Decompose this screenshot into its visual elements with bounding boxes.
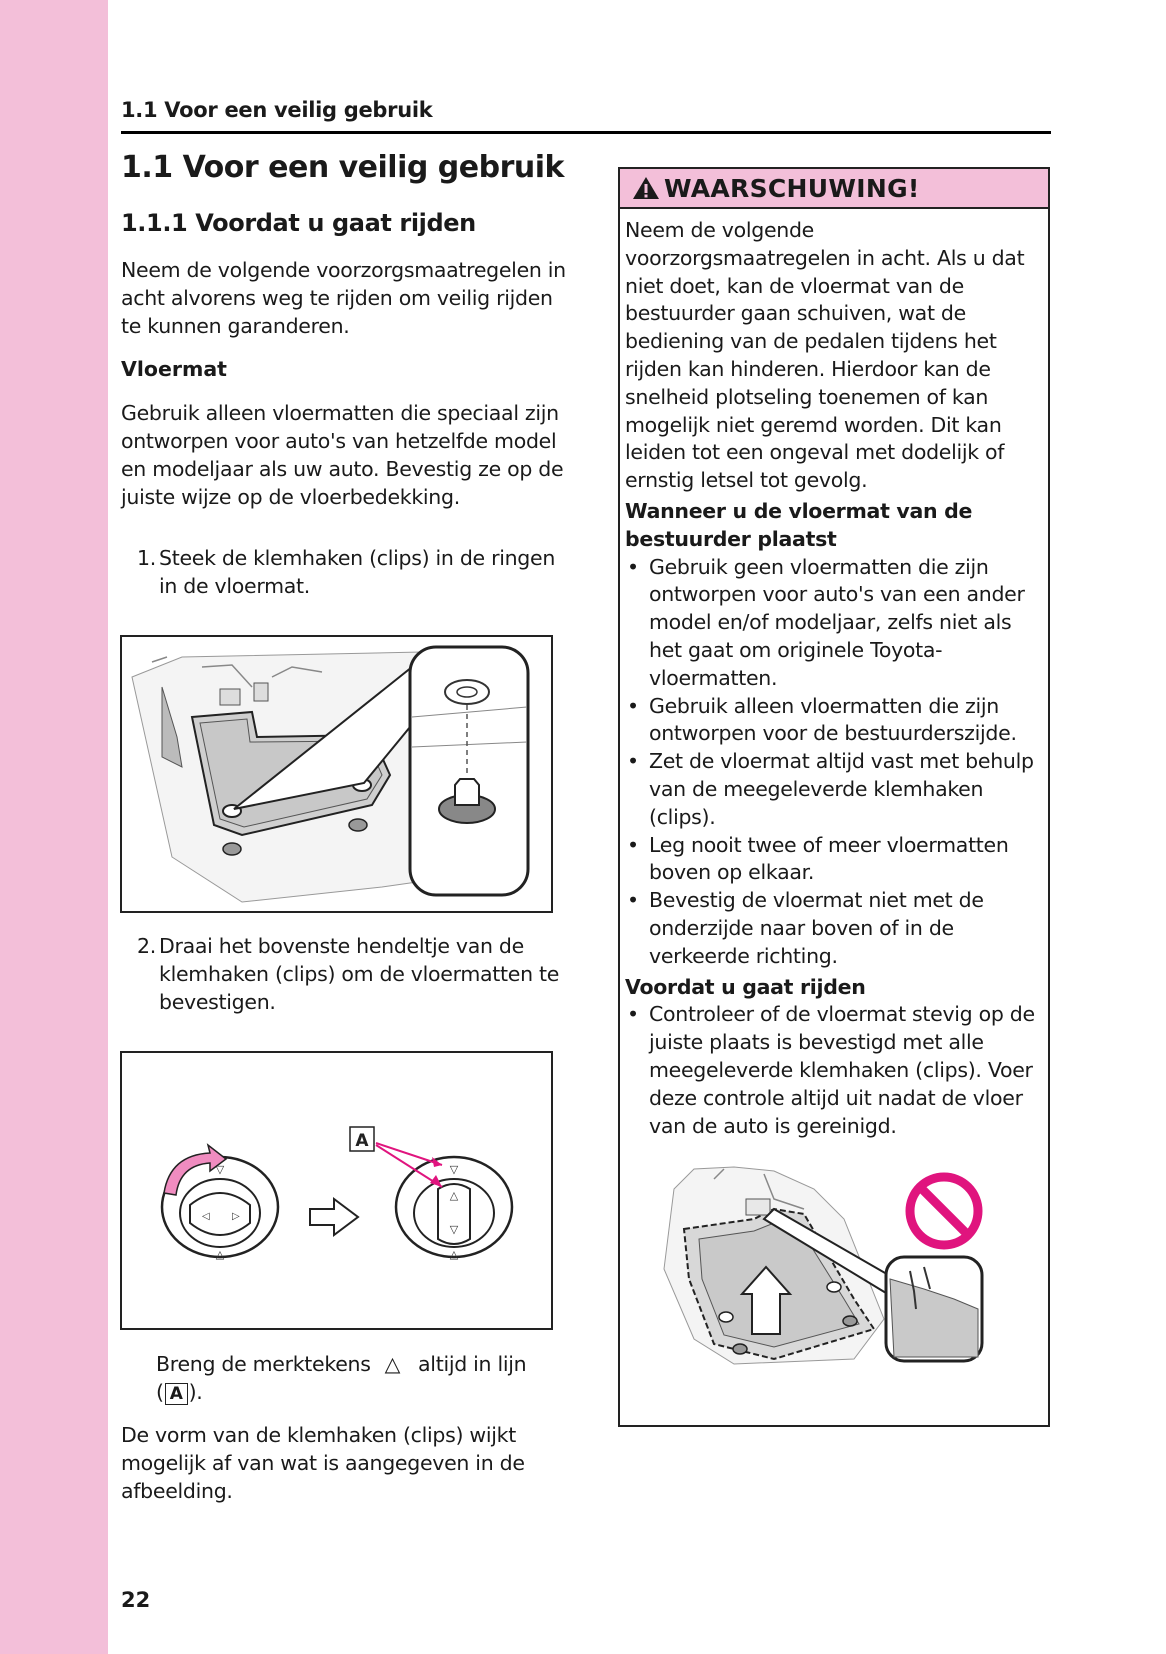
clip-rotate-illustration [122,1053,551,1328]
step-text: Steek de klemhaken (clips) in de ringen in de vloermat. [159,546,556,598]
warning-list-before-driving [625,1001,1042,1140]
vloermat-heading: Vloermat [121,357,227,381]
incorrect-mat-illustration [654,1159,1004,1374]
warning-header [620,169,1048,209]
intro-paragraph: Neem de volgende voorzorgsmaatregelen in acht alvorens weg te rijden om veilig rijden te kunnen garanderen. [121,258,566,338]
warning-list-placement [625,554,1042,971]
list-item: • Leg nooit twee of meer vloermatten boven op elkaar. [627,832,1009,885]
svg-text:◁: ◁ [202,1211,210,1222]
alignment-note-after: altijd in lijn [418,1352,527,1376]
warning-box [618,167,1050,1427]
section-title: 1.1 Voor een veilig gebruik [121,150,564,185]
running-header: 1.1 Voor een veilig gebruik [121,98,433,122]
warning-subheading-before-driving: Voordat u gaat rijden [625,974,866,999]
step-number: 2. [137,934,156,958]
alignment-note [156,1350,576,1406]
subsection-title: 1.1.1 Voordat u gaat rijden [121,209,476,237]
step-number: 1. [137,546,156,570]
figure-label-a: A [355,1131,369,1151]
step-2 [121,932,571,1016]
warning-title: WAARSCHUWING! [664,173,920,203]
alignment-note-open: ( [156,1380,164,1404]
page-margin-bar [0,0,108,1654]
svg-text:▽: ▽ [215,1163,225,1176]
step-text: Draai het bovenste hendeltje van de klemhaken (clips) om de vloermatten te bevestigen. [159,934,560,1014]
shape-note: De vorm van de klemhaken (clips) wijkt mogelijk af van wat is aangegeven in de afbeelding. [121,1423,525,1503]
svg-text:▷: ▷ [232,1211,240,1222]
page-number: 22 [121,1588,151,1612]
alignment-note-close: ). [188,1380,203,1404]
list-item: • Bevestig de vloermat niet met de onderzijde naar boven of in de verkeerde richting. [627,888,984,968]
step-1 [121,544,571,600]
floor-mat-clip-illustration [122,637,551,911]
clip-insertion-figure [120,635,553,913]
svg-text:△: △ [449,1248,459,1261]
svg-text:▽: ▽ [449,1223,459,1236]
warning-triangle-icon [632,176,660,200]
list-item: • Gebruik alleen vloermatten die zijn ontworpen voor de bestuurderszijde. [627,693,1017,746]
list-item: • Gebruik geen vloermatten die zijn ontworpen voor auto's van een ander model en/of modeljaar, zelfs niet als het gaat om originele Toyota-vloermatten. [627,554,1025,690]
svg-text:△: △ [215,1248,225,1261]
warning-subheading-placement: Wanneer u de vloermat van de bestuurder plaatst [625,498,973,551]
alignment-mark-symbol: △ [384,1352,401,1376]
header-rule [121,131,1051,134]
list-item: • Zet de vloermat altijd vast met behulp van de meegeleverde klemhaken (clips). [627,749,1034,829]
warning-body [620,209,1048,1140]
alignment-note-before: Breng de merktekens [156,1352,371,1376]
clip-rotation-figure [120,1051,553,1330]
svg-text:▽: ▽ [449,1163,459,1176]
list-item: • Controleer of de vloermat stevig op de juiste plaats is bevestigd met alle meegeleverde klemhaken (clips). Voer deze controle altijd uit nadat de vloer van de auto is gereinigd. [627,1002,1035,1138]
vloermat-paragraph: Gebruik alleen vloermatten die speciaal zijn ontworpen voor auto's van hetzelfde model en modeljaar als uw auto. Bevestig ze op de juiste wijze op de vloerbedekking. [121,401,564,509]
svg-text:△: △ [449,1189,459,1202]
label-a-box: A [165,1383,188,1405]
warning-intro: Neem de volgende voorzorgsmaatregelen in acht. Als u dat niet doet, kan de vloermat van de bestuurder gaan schuiven, wat de bediening van de pedalen tijdens het rijden kan hinderen. Hierdoor kan de snelheid plotseling toenemen of kan mogelijk niet geremd worden. Dit kan leiden tot een ongeval met dodelijk of ernstig letsel tot gevolg. [625,218,1025,493]
